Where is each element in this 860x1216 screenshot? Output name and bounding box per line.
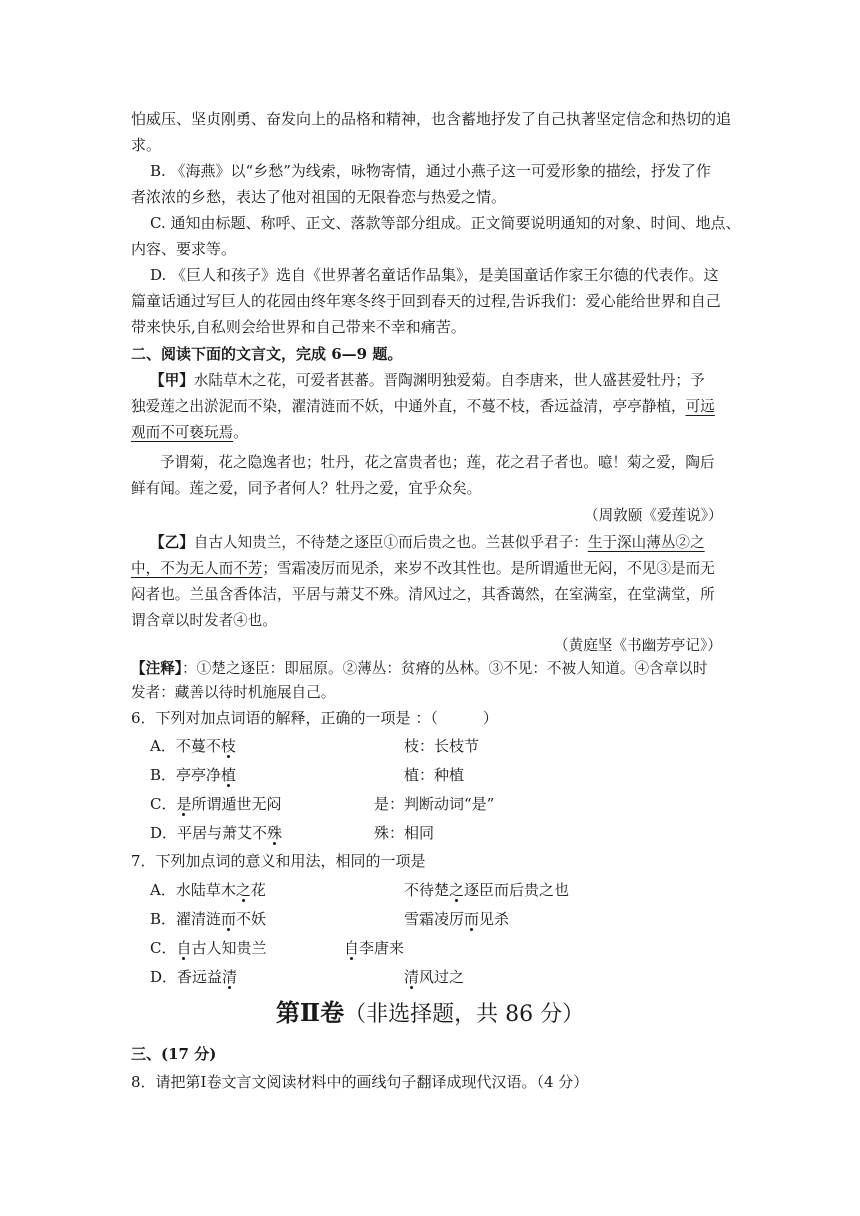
punctuation: 。 [233,424,248,441]
question-6-stem: 6．下列对加点词语的解释，正确的一项是 ：（ ） [131,709,498,727]
passage-jia-source: （周敦颐《爱莲说》） [584,507,723,524]
dotted-word: 清 [222,968,238,986]
option-a-continuation-line2: 求。 [131,136,162,154]
option-text: 见杀 [479,910,510,928]
option-c-line1: C. 通知由标题、称呼、正文、落款等部分组成。正文简要说明通知的对象、时间、地点、 [150,214,741,232]
dotted-word: 自 [176,939,192,957]
option-a-continuation-line1: 怕威压、坚贞刚勇、奋发向上的品格和精神，也含蓄地抒发了自己执著坚定信念和热切的追 [131,110,732,128]
dotted-word: 而 [464,910,480,928]
passage-jia-line1 [150,368,705,394]
passage-yi-text: 自古人知贵兰，不待楚之逐臣①而后贵之也。兰甚似乎君子： [193,534,588,551]
passage-yi-line1 [150,530,705,556]
option-text: 李唐来 [359,939,405,957]
annotation-line2: 发者：藏善以待时机施展自己。 [131,684,336,701]
q7-option-b-right [404,906,509,932]
option-text: 风过之 [419,968,465,986]
passage-yi-line2 [131,556,715,582]
q6-option-d-gloss: 殊：相同 [374,824,435,842]
option-text: 花 [250,881,266,899]
passage-yi-line3: 闷者也。兰虽含香体洁，平居与萧艾不殊。清风过之，其香蔼然，在室满室，在堂满堂，所 [131,586,715,603]
part-2-title-main: 第Ⅱ卷 [275,998,345,1027]
option-text: 雪霜凌厉 [404,910,465,928]
option-d-line2: 篇童话通过写巨人的花园由终年寒冬终于回到春天的过程,告诉我们：爱心能给世界和自己 [131,292,721,310]
option-b-line1: B. 《海燕》以“乡愁”为线索，咏物寄情，通过小燕子这一可爱形象的描绘，抒发了作 [150,162,711,180]
q6-option-c [150,791,282,817]
option-text: A．水陆草木 [150,881,236,899]
q7-option-c-left [150,935,267,961]
passage-jia-line4: 予谓菊，花之隐逸者也；牡丹，花之富贵者也；莲，花之君子者也。噫！菊之爱，陶后 [160,454,715,471]
q7-option-d-right [404,964,464,990]
q7-option-d-left [150,964,237,990]
dotted-word: 之 [449,881,465,899]
annotation-line1 [131,656,707,682]
question-8: 8．请把第Ⅰ卷文言文阅读材料中的画线句子翻译成现代汉语。（4 分） [131,1073,589,1091]
option-text: D．平居与萧艾不 [150,824,268,842]
option-b-line2: 者浓浓的乡愁，表达了他对祖国的无限眷恋与热爱之情。 [131,188,507,206]
part-2-title [0,998,860,1030]
passage-yi-text: ；雪霜凌厉而见杀，来岁不改其性也。是所谓遁世无闷，不见③是而无 [262,560,715,577]
section2-heading: 二、阅读下面的文言文，完成 6—9 题。 [131,345,403,363]
passage-jia-line3 [131,420,248,446]
passage-jia-text: 独爱莲之出淤泥而不染，濯清涟而不妖，中通外直，不蔓不枝，香远益清，亭亭静植， [131,398,686,415]
underlined-sentence-2-cont: 中，不为无人而不芳 [131,560,263,577]
underlined-sentence-1: 可远 [685,398,715,415]
option-c-line2: 内容、要求等。 [131,240,237,258]
option-text: 古人知贵兰 [191,939,267,957]
section3-heading: 三、(17 分) [131,1045,217,1063]
option-text: B．亭亭净 [150,766,222,784]
option-text: B．濯清涟 [150,910,222,928]
dotted-word: 之 [235,881,251,899]
q7-option-a-right [404,877,569,903]
passage-yi-source: （黄庭坚《书幽芳亭记》） [554,637,722,654]
q7-option-b-left [150,906,266,932]
q7-option-c-right [344,935,404,961]
option-text: C． [150,939,177,957]
q6-option-c-gloss: 是：判断动词“是” [374,795,495,813]
question-7-stem: 7．下列加点词的意义和用法，相同的一项是 [131,852,426,870]
passage-yi-line4: 谓含章以时发者④也。 [131,612,277,629]
option-text: 不待楚 [404,881,450,899]
dotted-word: 殊 [267,824,283,842]
passage-jia-line5: 鲜有闻。莲之爱，同予者何人？牡丹之爱，宜乎众矣。 [131,480,482,497]
passage-jia-text: 水陆草木之花，可爱者甚蕃。晋陶渊明独爱菊。自李唐来，世人盛甚爱牡丹；予 [193,372,705,389]
option-text: A．不蔓不 [150,737,221,755]
q6-option-d [150,820,282,846]
dotted-word: 清 [404,968,420,986]
option-d-line3: 带来快乐,自私则会给世界和自己带来不幸和痛苦。 [131,318,466,336]
option-d-line1: D. 《巨人和孩子》选自《世界著名童话作品集》，是美国童话作家王尔德的代表作。这 [150,266,719,284]
option-text: D．香远益 [150,968,223,986]
underlined-sentence-1-cont: 观而不可亵玩焉 [131,424,234,441]
dotted-word: 而 [221,910,237,928]
passage-jia-tag: 【甲】 [150,372,194,389]
q7-option-a-left [150,877,266,903]
annotation-tag: 【注释】 [131,660,183,677]
passage-yi-tag: 【乙】 [150,534,194,551]
dotted-word: 枝 [220,737,236,755]
dotted-word: 是 [176,795,192,813]
passage-jia-line2 [131,394,715,420]
underlined-sentence-2: 生于深山薄丛②之 [587,534,705,551]
dotted-word: 自 [344,939,360,957]
q6-option-b [150,762,236,788]
q6-option-b-gloss: 植：种植 [404,766,465,784]
annotation-text: ：①楚之逐臣：即屈原。②薄丛：贫瘠的丛林。③不见：不被人知道。④含章以时 [182,660,708,677]
dotted-word: 植 [221,766,237,784]
q6-option-a-gloss: 枝：长枝节 [404,737,480,755]
option-text: 所谓遁世无闷 [191,795,282,813]
q6-option-a [150,733,236,759]
option-text: C． [150,795,177,813]
option-text: 逐臣而后贵之也 [464,881,570,899]
part-2-title-sub: （非选择题，共 86 分） [344,1002,585,1027]
option-text: 不妖 [236,910,267,928]
